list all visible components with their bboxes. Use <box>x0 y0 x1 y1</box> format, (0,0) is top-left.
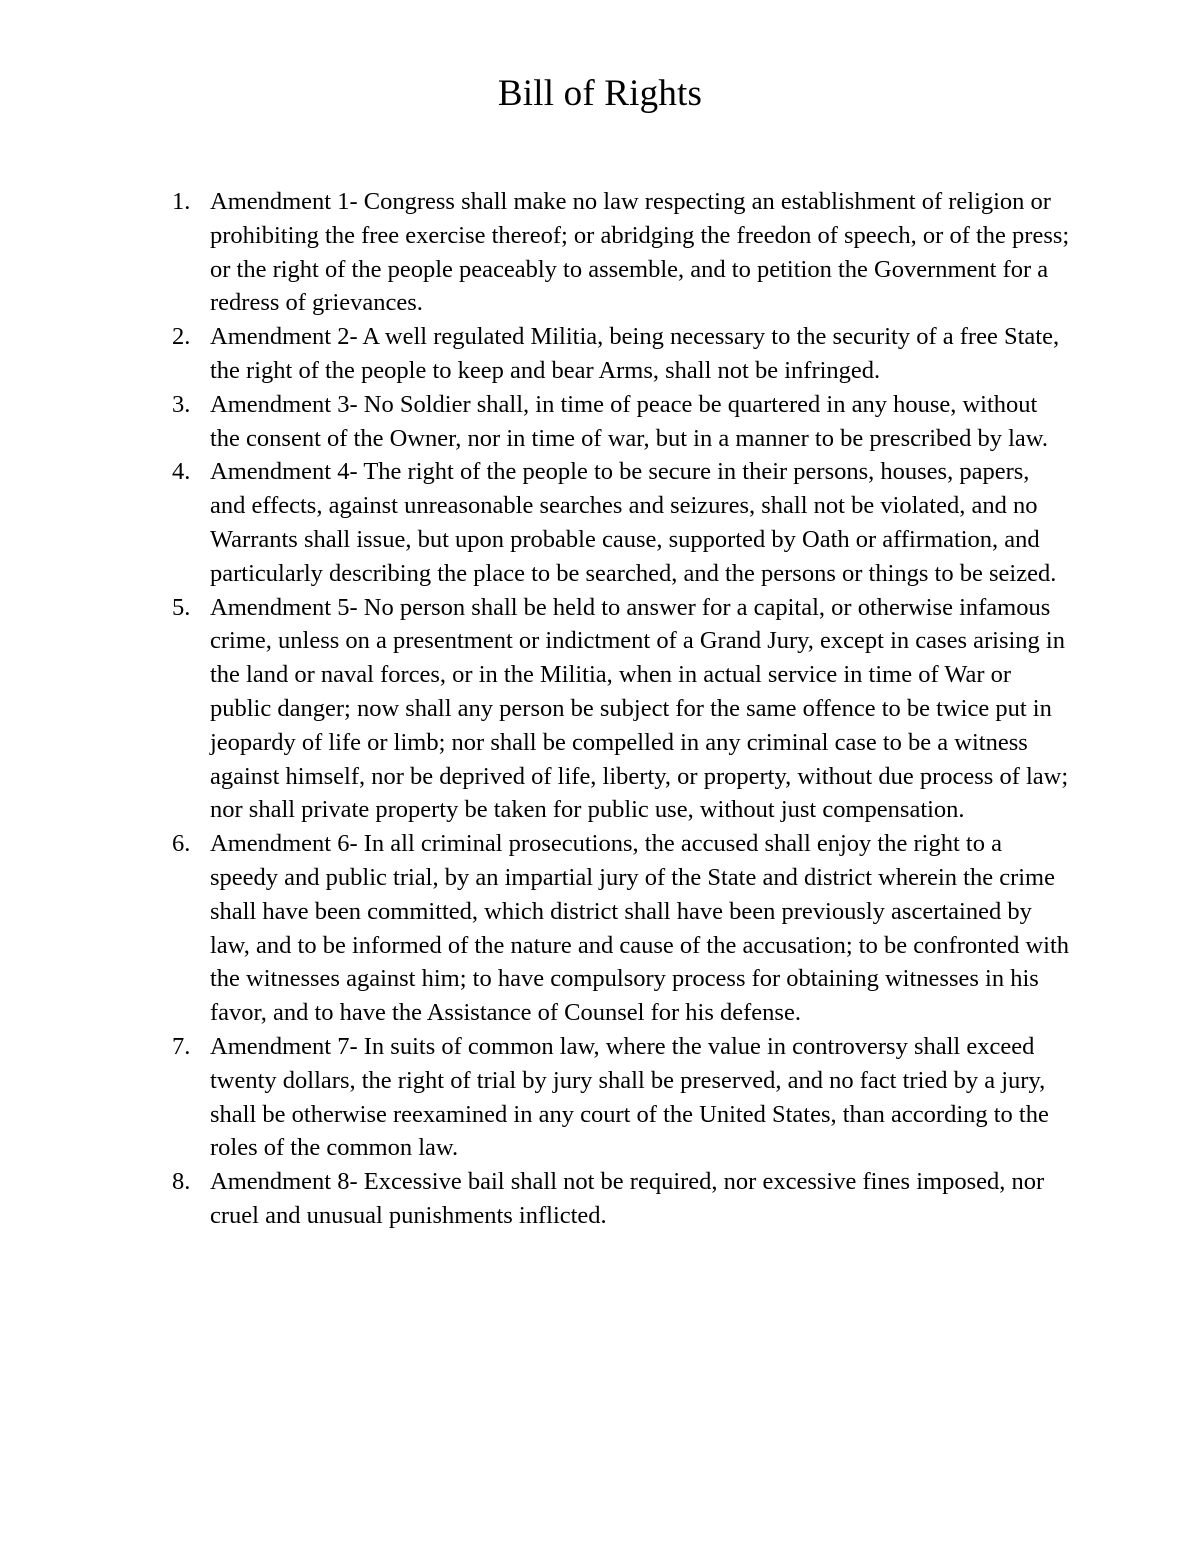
list-number: 8. <box>172 1168 191 1196</box>
amendment-text: Amendment 4- The right of the people to be secure in their persons, houses, papers, and effects, against unreasonable searches and seizures, shall not be violated, and no Warrants shall issue, but upon probable cause, supported by Oath or affirmation, and particularly describing the place to be searched, and the persons or things to be seized. <box>210 458 1057 587</box>
page-title: Bill of Rights <box>497 73 703 114</box>
amendment-item-7 <box>172 1030 1070 1165</box>
amendment-text: Amendment 3- No Soldier shall, in time of peace be quartered in any house, without the consent of the Owner, nor in time of war, but in a manner to be prescribed by law. <box>210 390 1049 452</box>
amendment-text: Amendment 5- No person shall be held to answer for a capital, or otherwise infamous crime, unless on a presentment or indictment of a Grand Jury, except in cases arising in the land or naval forces, or in the Militia, when in actual service in time of War or public danger; now shall any person be subject for the same offence to be twice put in jeopardy of life or limb; nor shall be compelled in any criminal case to be a witness against himself, nor be deprived of life, liberty, or property, without due process of law; nor shall private property be taken for public use, without just compensation. <box>210 593 1069 824</box>
amendment-text: Amendment 8- Excessive bail shall not be required, nor excessive fines imposed, nor cruel and unusual punishments inflicted. <box>210 1168 1045 1229</box>
list-number: 3. <box>172 390 191 418</box>
amendment-text: Amendment 2- A well regulated Militia, being necessary to the security of a free State, the right of the people to keep and bear Arms, shall not be infringed. <box>210 323 1060 384</box>
amendment-list <box>172 185 1070 1233</box>
list-number: 6. <box>172 830 191 858</box>
amendment-text: Amendment 6- In all criminal prosecutions, the accused shall enjoy the right to a speedy and public trial, by an impartial jury of the State and district wherein the crime shall have been committed, which district shall have been previously ascertained by law, and to be informed of the nature and cause of the accusation; to be confronted with the witnesses against him; to have compulsory process for obtaining witnesses in his favor, and to have the Assistance of Counsel for his defense. <box>210 830 1070 1027</box>
amendment-text: Amendment 1- Congress shall make no law respecting an establishment of religion or prohibiting the free exercise thereof; or abridging the freedon of speech, or of the press; or the right of the people peaceably to assemble, and to petition the Government for a redress of grievances. <box>210 188 1070 317</box>
amendment-item-8 <box>172 1165 1070 1233</box>
amendment-item-2 <box>172 320 1070 388</box>
list-number: 5. <box>172 593 191 621</box>
list-number: 2. <box>172 323 191 351</box>
amendment-item-3 <box>172 388 1070 456</box>
amendment-item-5 <box>172 591 1070 828</box>
list-number: 1. <box>172 188 191 215</box>
list-number: 4. <box>172 458 191 486</box>
amendment-item-1 <box>172 185 1070 320</box>
amendment-item-6 <box>172 827 1070 1030</box>
list-number: 7. <box>172 1032 191 1060</box>
amendment-text: Amendment 7- In suits of common law, where the value in controversy shall exceed twenty dollars, the right of trial by jury shall be preserved, and no fact tried by a jury, shall be otherwise reexamined in any court of the United States, than according to the roles of the common law. <box>210 1032 1049 1162</box>
amendment-item-4 <box>172 455 1070 590</box>
